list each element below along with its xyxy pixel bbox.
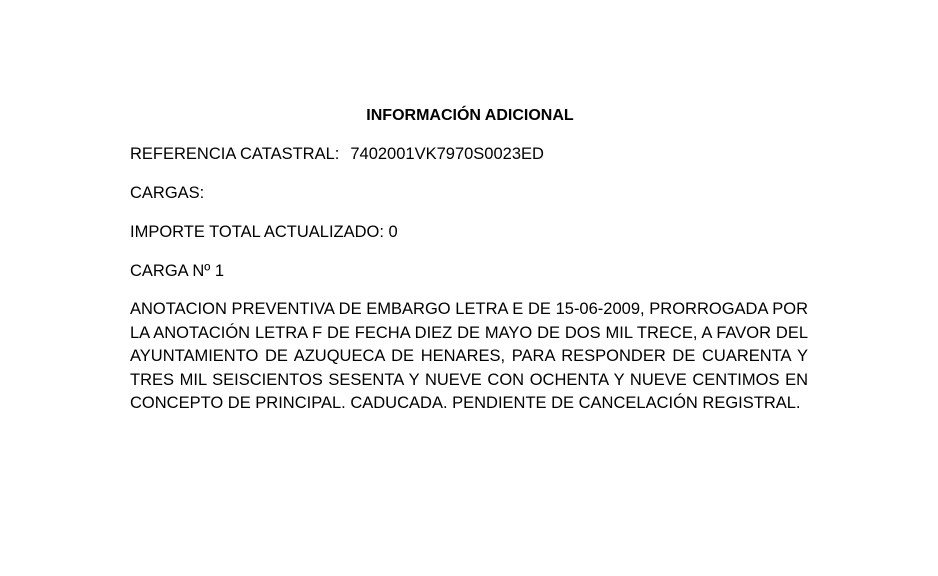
document-title: INFORMACIÓN ADICIONAL — [366, 107, 574, 124]
cargas-label: CARGAS: — [130, 184, 205, 202]
referencia-catastral-value: 7402001VK7970S0023ED — [350, 145, 544, 163]
document-body — [130, 104, 808, 416]
carga-description: ANOTACION PREVENTIVA DE EMBARGO LETRA E DE 15-06-2009, PRORROGADA POR LA ANOTACIÓN LETRA F DE FECHA DIEZ DE MAYO DE DOS MIL TRECE, A FAVOR DEL AYUNTAMIENTO DE AZUQUECA DE HENARES, PARA RESPONDER DE CUARENTA Y TRES MIL SEISCIENTOS SESENTA Y NUEVE CON OCHENTA Y NUEVE CENTIMOS EN CONCEPTO DE PRINCIPAL. CADUCADA. PENDIENTE DE CANCELACIÓN REGISTRAL. — [130, 300, 808, 412]
carga-heading: CARGA Nº 1 — [130, 262, 225, 280]
importe-total-line: IMPORTE TOTAL ACTUALIZADO: 0 — [130, 223, 398, 241]
referencia-catastral-label: REFERENCIA CATASTRAL: — [130, 145, 340, 163]
referencia-catastral-line — [130, 142, 808, 166]
